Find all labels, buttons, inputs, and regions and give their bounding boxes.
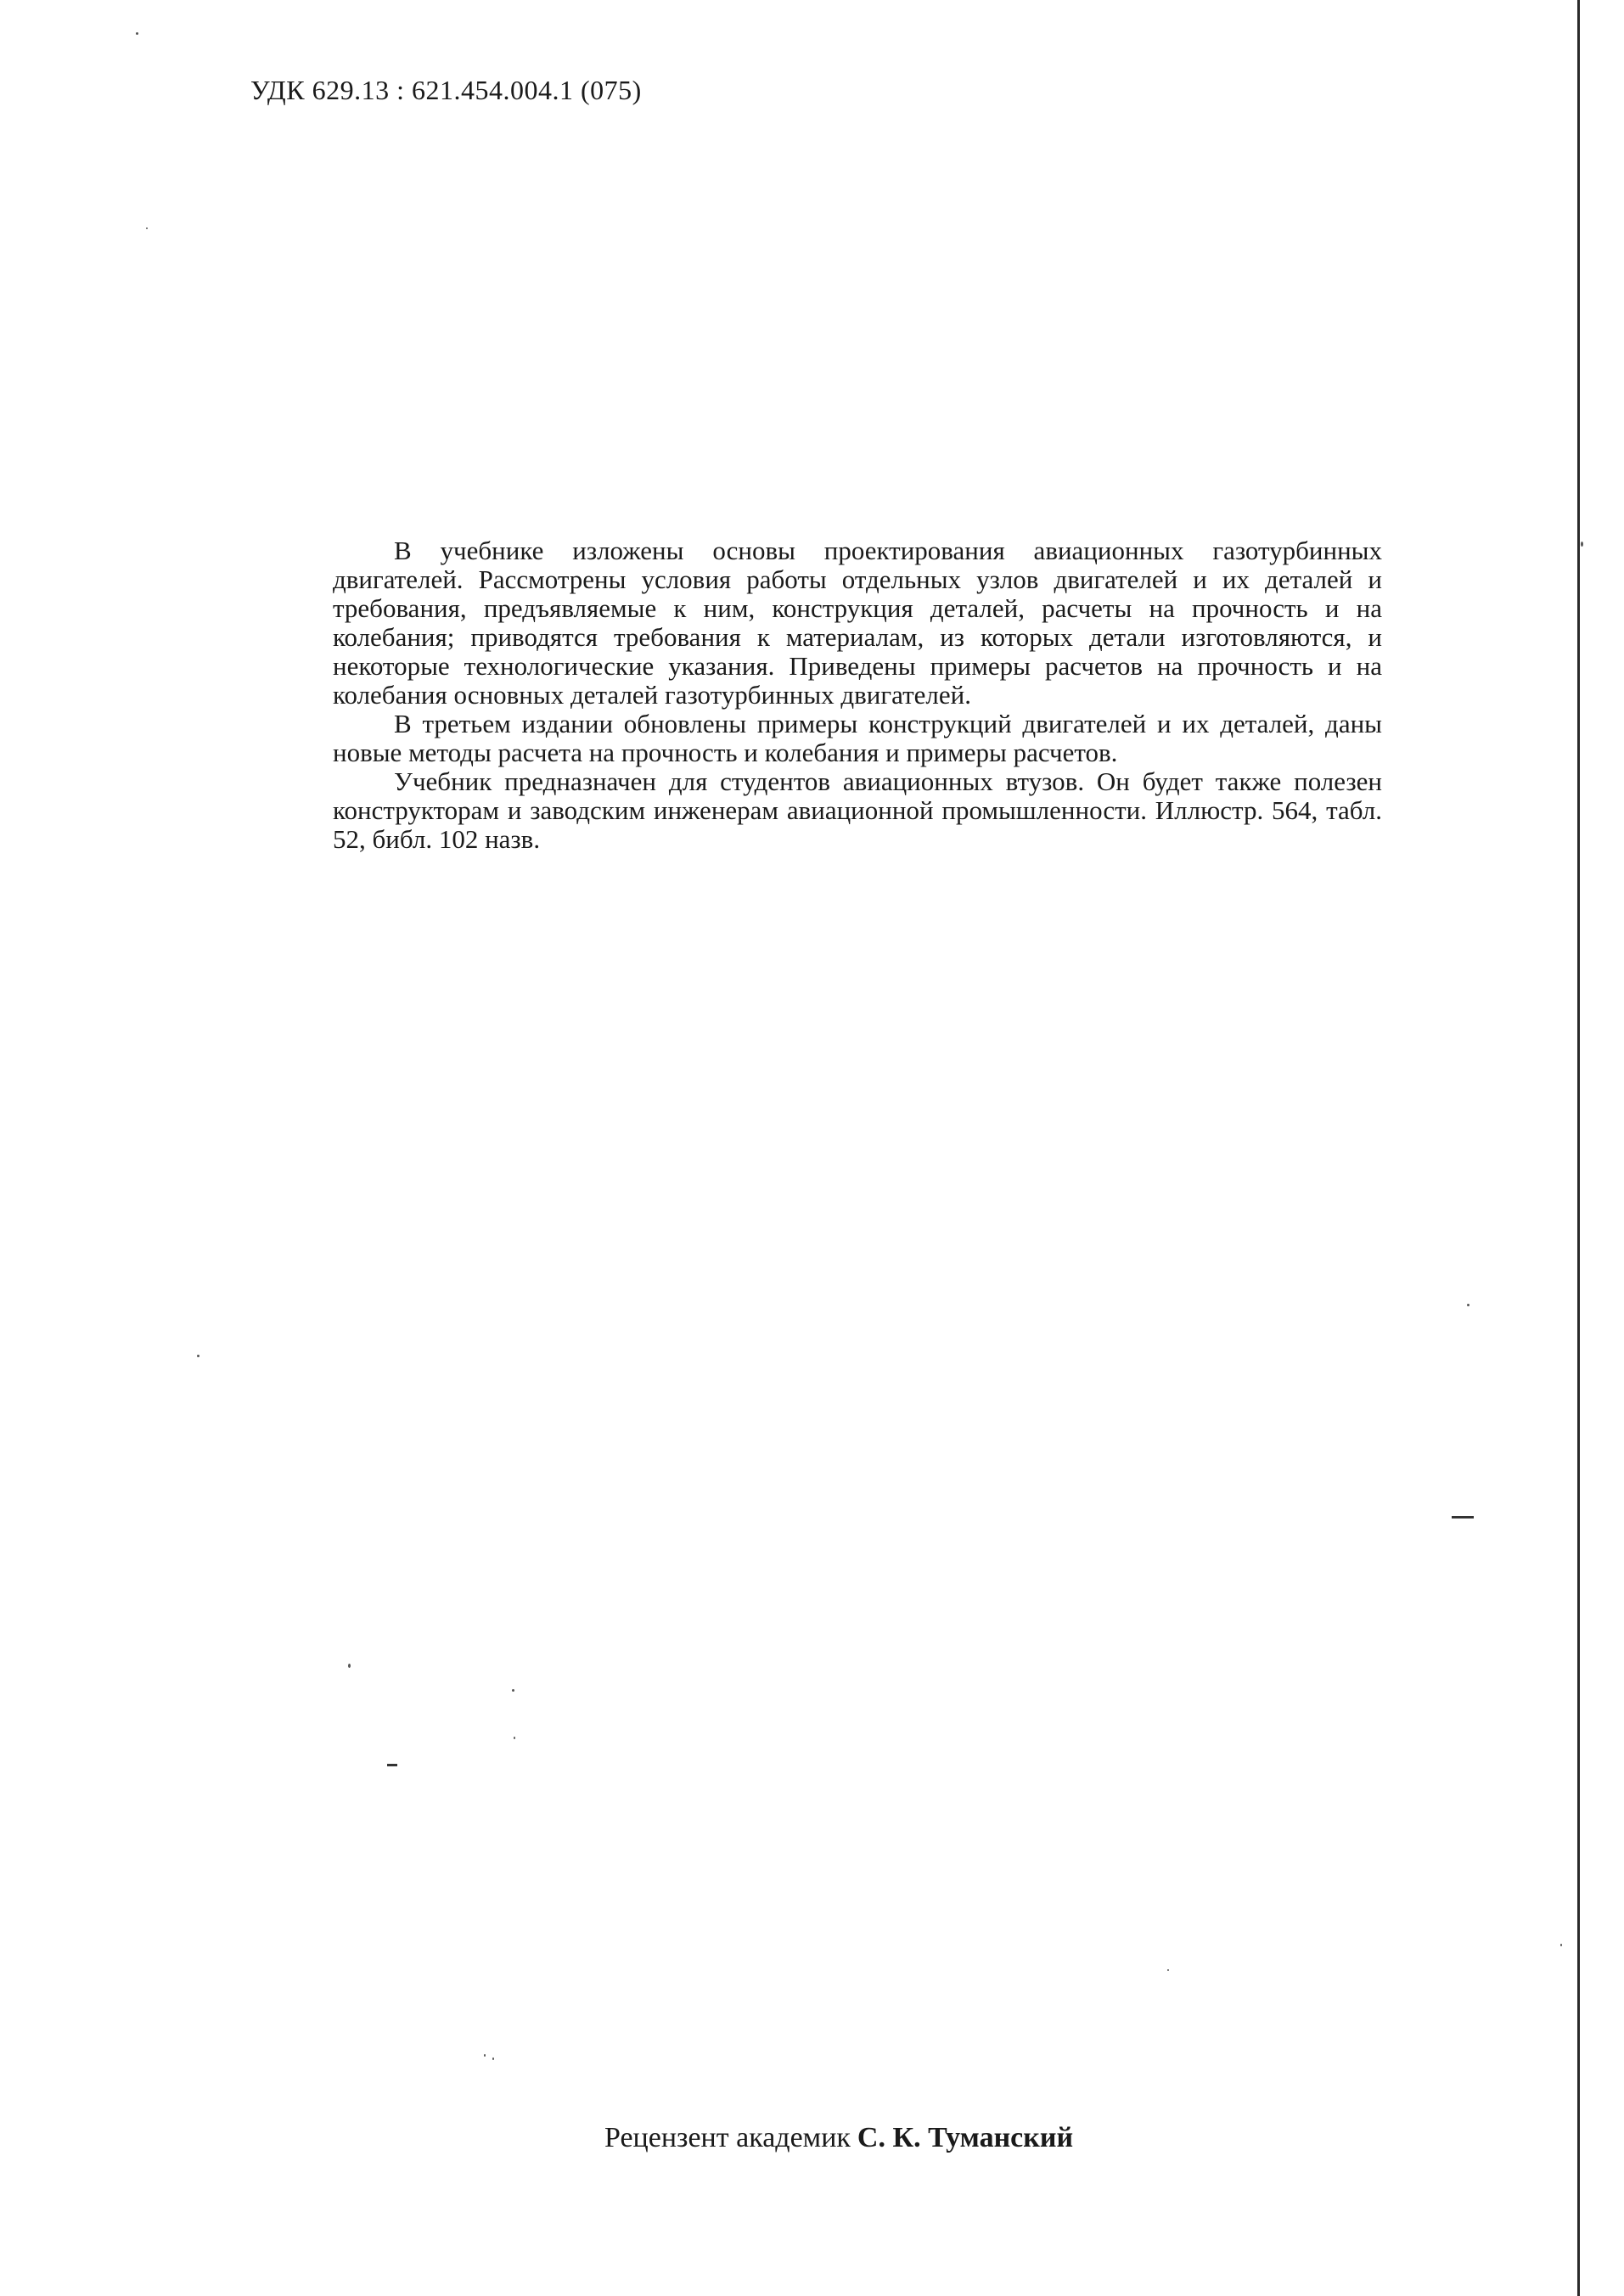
scan-speck [512, 1689, 514, 1692]
abstract-paragraph: В учебнике изложены основы проектирования авиационных газотурбинных двигателей. Рассмотрены условия работы отдельных узлов двигателей и их деталей и требования, предъявляемые к ним, конструкция деталей, расчеты на прочность и на колебания; приводятся требования к материалам, из которых детали изготовляются, и некоторые технологические указания. Приведены примеры расчетов на прочность и на колебания основных деталей газотурбинных двигателей. [333, 536, 1382, 710]
scan-speck [136, 32, 138, 35]
scan-speck [514, 1737, 515, 1739]
scan-speck [1581, 542, 1583, 547]
scan-speck [348, 1664, 351, 1668]
reviewer-label: Рецензент академик [604, 2122, 851, 2153]
abstract-paragraph: Учебник предназначен для студентов авиационных втузов. Он будет также полезен конструкторам и заводским инженерам авиационной промышленности. Иллюстр. 564, табл. 52, библ. 102 назв. [333, 766, 1382, 854]
scan-mark [387, 1764, 397, 1766]
reviewer-line [604, 2122, 1073, 2154]
abstract-paragraph: В третьем издании обновлены примеры конструкций двигателей и их деталей, даны новые методы расчета на прочность и колебания и примеры расчетов. [333, 709, 1382, 767]
scan-speck [197, 1355, 199, 1357]
scan-speck [146, 227, 148, 229]
reviewer-name: С. К. Туманский [857, 2122, 1074, 2153]
scan-mark [1452, 1516, 1474, 1519]
udk-code: УДК 629.13 : 621.454.004.1 (075) [250, 75, 642, 105]
scan-speck [1560, 1944, 1562, 1946]
scan-speck [484, 2054, 486, 2057]
abstract [333, 536, 1382, 854]
scan-speck [1167, 1969, 1169, 1971]
scan-speck [1467, 1304, 1469, 1306]
page-edge-line [1577, 0, 1580, 2296]
scan-speck [492, 2057, 494, 2060]
